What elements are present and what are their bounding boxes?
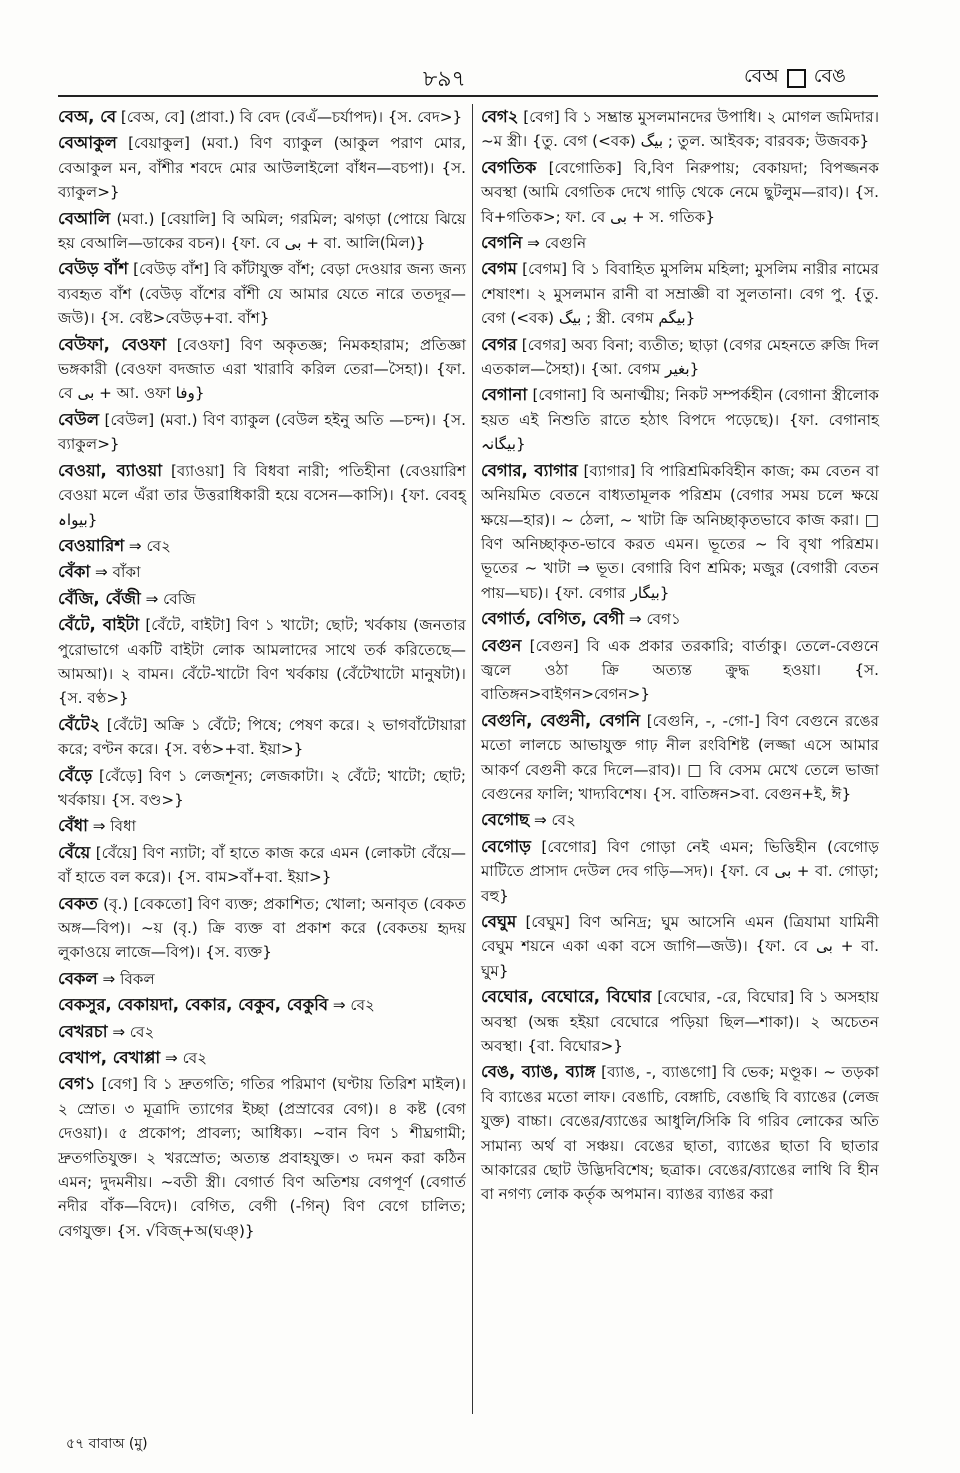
dictionary-entry [58,1020,466,1044]
entry-definition: [ব্যাওয়া] বি বিধবা নারী; পতিহীনা (বেওয়ারিশ বেওয়া মলে এঁরা তার উত্তরাধিকারী হয়ে বসেন—কাসি)। {ফা. বেবহ্ بیواہ} [58,461,466,529]
entry-definition: [বেগোর] বিণ গোড়া নেই এমন; ভিত্তিহীন (বেগোড় মাটিতে প্রাসাদ দেউল দেব গড়ি—সদ)। {ফা. বে بی + বা. গোড়া; বহু} [481,837,880,905]
left-column [58,105,466,1245]
dictionary-entry [481,1060,879,1206]
dictionary-entry [481,231,879,255]
entry-headword: বেঁয়ে [58,842,91,862]
dictionary-entry [58,993,466,1017]
entry-headword: বেগতিক [481,157,537,177]
page-number: ৮৯৭ [423,67,466,92]
entry-headword: বেঁড়ে [58,765,93,785]
entry-headword: বেউল [58,409,100,429]
entry-definition: ⇒ বিকল [102,969,155,988]
dictionary-entry [481,105,879,154]
dictionary-entry [58,587,466,611]
dictionary-entry [58,257,466,330]
entry-definition: [বেগ] বি ১ দ্রুতগতি; গতির পরিমাণ (ঘণ্টায় তিরিশ মাইল)। ২ স্রোত। ৩ মূত্রাদি ত্যাগের ইচ্ছা (প্রস্রাবের বেগ)। ৪ কষ্ট (বেগ দেওয়া)। ৫ প্রকোপ; প্রাবল্য; আধিক্য। ~বান বিণ ১ শীঘ্রগামী; দ্রুতগতিযুক্ত। ২ খরস্রোত; অত্যন্ত প্রবাহযুক্ত। ৩ দমন করা কঠিন এমন; দুদমনীয়। ~বতী স্ত্রী। বেগার্ত বিণ অতিশয় বেগপূর্ণ (বেগার্ত নদীর বাঁক—বিদে)। বেগিত, বেগী (-গিন্) বিণ বেগে চালিত; বেগযুক্ত। {স. √বিজ্+অ(ঘঞ্)} [58,1075,467,1240]
dictionary-entry [58,131,466,204]
entry-headword: বেগোড় [481,836,531,856]
dictionary-entry [58,967,466,991]
entry-headword: বেঁধা [58,816,88,836]
entry-definition: [বেঅ, বে] (প্রাবা.) বি বেদ (বেএঁ—চর্যাপদ)। {স. বেদ>} [120,108,463,126]
entry-definition: ⇒ বাঁকা [95,563,141,582]
entry-definition: [বেওফা] বিণ অকৃতজ্ঞ; নিমকহারাম; প্রতিজ্ঞা ভঙ্গকারী (বেওফা বদজাত এরা খারাবি করিল তেরা—সৈহা)। {ফা. বে بی + আ. ওফা وفا} [58,335,467,403]
entry-definition: [বেঁটে] অক্রি ১ বেঁটে; পিষে; পেষণ করে। ২ ভাগবাঁটোয়ারা করে; বণ্টন করে। {স. বণ্ঠ>+বা. ইয়া>} [58,715,467,759]
entry-definition: [বেয়াকুল] (মবা.) বিণ ব্যাকুল (আকুল পরাণ মোর, বেআকুল মন, বাঁশীর শবদে মোর আউলাইলো বাঁধন—বচপা)। {স. ব্যাকুল>} [58,134,466,202]
entry-headword: বেঘুম [481,912,517,931]
entry-definition: ⇒ বে২ [165,1049,208,1068]
entry-definition: [বেঁটে, বাইটা] বিণ ১ খাটো; ছোট; খর্বকায় (জনতার পুরোভাগে একটি বাইটা লোক আমলাদের সাথে তর্ক করিতেছে—আমআ)। ২ বামন। বেঁটে-খাটো বিণ খর্বকায় (বেঁটেখাটো মানুষটা)। {স. বণ্ঠ>} [58,616,466,708]
dictionary-entry [58,560,466,584]
entry-definition: ⇒ বে২ [128,536,171,555]
dictionary-entry [58,333,466,406]
entry-definition: [বেঁড়ে] বিণ ১ লেজশূন্য; লেজকাটা। ২ বেঁটে; খাটো; ছোট; খর্বকায়। {স. বণ্ড>} [58,766,466,809]
entry-headword: বেঙ, ব্যাঙ, ব্যাঙ্গ [481,1062,596,1082]
entry-definition: [বেগ] বি ১ সম্ভ্রান্ত মুসলমানদের উপাধি। ২ মোগল জমিদার। ~ম স্ত্রী। {তু. বেগ (<বক) بیگ ; তুল. আইবক; বারবক; উজবক} [481,108,879,151]
entry-headword: বেওয়ারিশ [58,535,125,555]
entry-definition: [বেগুন] বি এক প্রকার তরকারি; বার্তাকু। তেলে-বেগুনে জ্বলে ওঠা ক্রি অত্যন্ত ক্রুদ্ধ হওয়া। {স. বাতিঙ্গন>বাইগন>বেগন>} [481,636,880,704]
entry-headword: বেখাপ, বেখাপ্পা [58,1048,161,1068]
dictionary-entry [58,713,466,762]
dictionary-entry [481,607,879,631]
entry-definition: ⇒ বে২ [533,811,576,830]
entry-definition: ⇒ বেগ১ [628,610,681,629]
entry-definition: ⇒ বেজি [145,589,196,608]
header-rule [58,95,878,97]
dictionary-entry [58,105,466,129]
dictionary-entry [58,613,466,711]
entry-definition: [বেউল] (মবা.) বিণ ব্যাকুল (বেউল হইনু অতি —চন্দ)। {স. ব্যাকুল>} [58,410,467,454]
dictionary-entry [481,333,879,382]
entry-headword: বেঁকা [58,562,91,582]
entry-headword: বেগ১ [58,1074,96,1094]
entry-headword: বেখরচা [58,1021,108,1041]
dictionary-entry [58,764,466,813]
dictionary-entry [481,808,879,832]
entry-headword: বেআকুল [58,133,117,153]
dictionary-entry [481,835,879,908]
entry-definition: [বেগুনি, -, -গো-] বিণ বেগুনে রঙের মতো লালচে আভাযুক্ত গাঢ় নীল রংবিশিষ্ট (লজ্জা এসে আমার আকর্ণ বেগুনী করে দিলে—রাব)। □ বি বেসম মেখে তেলে ভাজা বেগুনের ফালি; খাদ্যবিশেষ। {স. বাতিঙ্গন>বা. বেগুন+ই, ঈ} [481,711,879,803]
right-column [481,105,879,1209]
entry-definition: [বেউড় বাঁশ] বি কাঁটাযুক্ত বাঁশ; বেড়া দেওয়ার জন্য জন্য ব্যবহৃত বাঁশ (বেউড় বাঁশের বাঁশী যে আমার যেতে নারে ততদূর—জউ)। {স. বেষ্ট>বেউড়+বা. বাঁশ} [58,260,467,328]
entry-headword: বেগার, ব্যাগার [481,460,578,480]
entry-headword: বেঘোর, বেঘোরে, বিঘোর [481,987,652,1007]
dictionary-entry [58,207,466,256]
dictionary-entry [58,841,466,890]
dictionary-entry [481,634,879,707]
guide-word-last: বেঙ [813,65,846,87]
entry-definition: [বেগর] অব্য বিনা; ব্যতীত; ছাড়া (বেগর মেহনতে রুজি দিল এতকাল—সৈহা)। {আ. বেগম بغیر} [481,335,880,379]
dictionary-entry [481,709,879,807]
dictionary-entry [481,156,879,229]
dictionary-entry [58,1046,466,1070]
entry-definition: ⇒ বিধা [92,817,137,836]
entry-definition: [বেগানা] বি অনাত্মীয়; নিকট সম্পর্কহীন (বেগানা স্ত্রীলোক হয়ত এই নিশুতি রাতে হঠাৎ বিপদে পড়েছে)। {ফা. বেগানাহ بیگانہ} [481,386,879,454]
dictionary-entry [481,910,879,983]
dictionary-entry [58,408,466,457]
dictionary-entry [481,985,879,1058]
entry-headword: বেগার্ত, বেগিত, বেগী [481,609,625,629]
entry-headword: বেগনি [481,233,523,253]
entry-definition: [বেগোতিক] বি,বিণ নিরুপায়; বেকায়দা; বিপজ্জনক অবস্থা (আমি বেগতিক দেখে গাড়ি থেকে নেমে ছুটলুম—রাব)। {স. বি+গতিক>; ফা. বে بی + স. গতিক} [481,158,879,226]
column-divider [472,104,473,1414]
entry-definition: [বেগম] বি ১ বিবাহিত মুসলিম মহিলা; মুসলিম নারীর নামের শেষাংশ। ২ মুসলমান রানী বা সম্রাজ্ঞী বা সুলতানা। বেগ পু. {তু. বেগ (<বক) بیگ ; স্ত্রী. বেগম بیگم} [481,260,879,328]
dictionary-entry [58,814,466,838]
dictionary-entry [58,459,466,532]
entry-headword: বেগম [481,259,517,279]
dictionary-entry [58,892,466,965]
entry-headword: বেকসুর, বেকায়দা, বেকার, বেকুব, বেকুবি [58,995,329,1015]
entry-definition: [বেঘুম] বিণ অনিদ্র; ঘুম আসেনি এমন (ত্রিযামা যামিনী বেঘুম শয়নে একা একা বসে জাগি—জউ)। {ফা. বে بی + বা. ঘুম} [481,913,879,980]
entry-definition: ⇒ বে২ [332,996,375,1015]
entry-headword: বেউড় বাঁশ [58,259,129,279]
entry-definition: ⇒ বে২ [112,1022,155,1041]
dictionary-entry [58,1072,466,1243]
guide-words [744,62,846,94]
dictionary-entry [481,383,879,456]
entry-definition: (মবা.) [বেয়ালি] বি অমিল; গরমিল; ঝগড়া (পোয়ে ঝিয়ে হয় বেআলি—ডাকের বচন)। {ফা. বে بی + বা. আলি(মিল)} [58,209,467,253]
entry-headword: বেউফা, বেওফা [58,334,167,354]
entry-headword: বেকল [58,968,98,988]
entry-headword: বেকত [58,893,98,913]
entry-headword: বেগোছ [481,810,530,830]
entry-headword: বেঁটে২ [58,714,101,734]
entry-definition: [বেঁয়ে] বিণ ন্যাটা; বাঁ হাতে কাজ করে এমন (লোকটা বেঁয়ে—বাঁ হাতে বল করে)। {স. বাম>বাঁ+বা. ইয়া>} [58,843,466,887]
entry-headword: বেঁজি, বেঁজী [58,588,141,608]
entry-headword: বেগুনি, বেগুনী, বেগনি [481,710,641,730]
entry-definition: [ব্যাগার] বি পারিশ্রমিকবিহীন কাজ; কম বেতন বা অনিয়মিত বেতনে বাধ্যতামূলক পরিশ্রম (বেগার সময় চলে ক্ষয়ে ক্ষয়ে—হার)। ~ ঠেলা, ~ খাটা ক্রি অনিচ্ছাকৃতভাবে কাজ করা। □ বিণ অনিচ্ছাকৃত-ভাবে করত এমন। ভূতের ~ বি বৃথা পরিশ্রম। ভূতের ~ খাটা ⇒ ভূত। বেগারি বিণ শ্রমিক; মজুর (বেগারী বেতন পায়—ঘচ)। {ফা. বেগার بیگار} [481,461,880,602]
square-icon [787,69,806,88]
entry-headword: বেগ২ [481,107,519,126]
entry-headword: বেওয়া, ব্যাওয়া [58,460,163,480]
entry-headword: বেগানা [481,385,528,405]
entry-headword: বেঅ, বে [58,107,117,126]
page-footer: ৫৭ বাবাঅ (মু) [66,1436,148,1452]
guide-word-first: বেঅ [744,65,779,87]
entry-headword: বেগুন [481,635,522,655]
dictionary-entry [481,459,879,605]
entry-definition: [ব্যাঙ, -, ব্যাঙগো] বি ভেক; মণ্ডূক। ~ তড়কা বি ব্যাঙের মতো লাফ। বেঙাচি, বেঙ্গাচি, বেঙাছি বি ব্যাঙের (লেজ যুক্ত) বাচ্চা। বেঙের/ব্যাঙের আধুলি/সিকি বি গরিব লোকের অতি সামান্য অর্থ বা সঞ্চয়। বেঙের ছাতা, ব্যাঙের ছাতা বি ছাতার আকারের ছোট উদ্ভিদবিশেষ; ছত্রাক। বেঙের/ব্যাঙের লাথি বি হীন বা নগণ্য লোক কর্তৃক অপমান। ব্যাঙর ব্যাঙর করা [481,1063,880,1204]
entry-definition: ⇒ বেগুনি [527,234,587,253]
entry-definition: [বেঘোর, -রে, বিঘোর] বি ১ অসহায় অবস্থা (অন্ধ হইয়া বেঘোরে পড়িয়া ছিল—শাকা)। ২ অচেতন অবস্থা। {বা. বিঘোর>} [481,988,879,1056]
dictionary-entry [481,257,879,330]
entry-headword: বেঁটে, বাইটা [58,615,140,635]
entry-definition: (বৃ.) [বেকতো] বিণ ব্যক্ত; প্রকাশিত; খোলা; অনাবৃত (বেকত অঙ্গ—বিপ)। ~য় (বৃ.) ক্রি ব্যক্ত বা প্রকাশ করে (বেকতয় হৃদয় লুকাওয়ে লাজে—বিপ)। {স. ব্যক্ত} [58,894,466,962]
entry-headword: বেগর [481,334,517,354]
dictionary-entry [58,534,466,558]
entry-headword: বেআলি [58,208,111,228]
